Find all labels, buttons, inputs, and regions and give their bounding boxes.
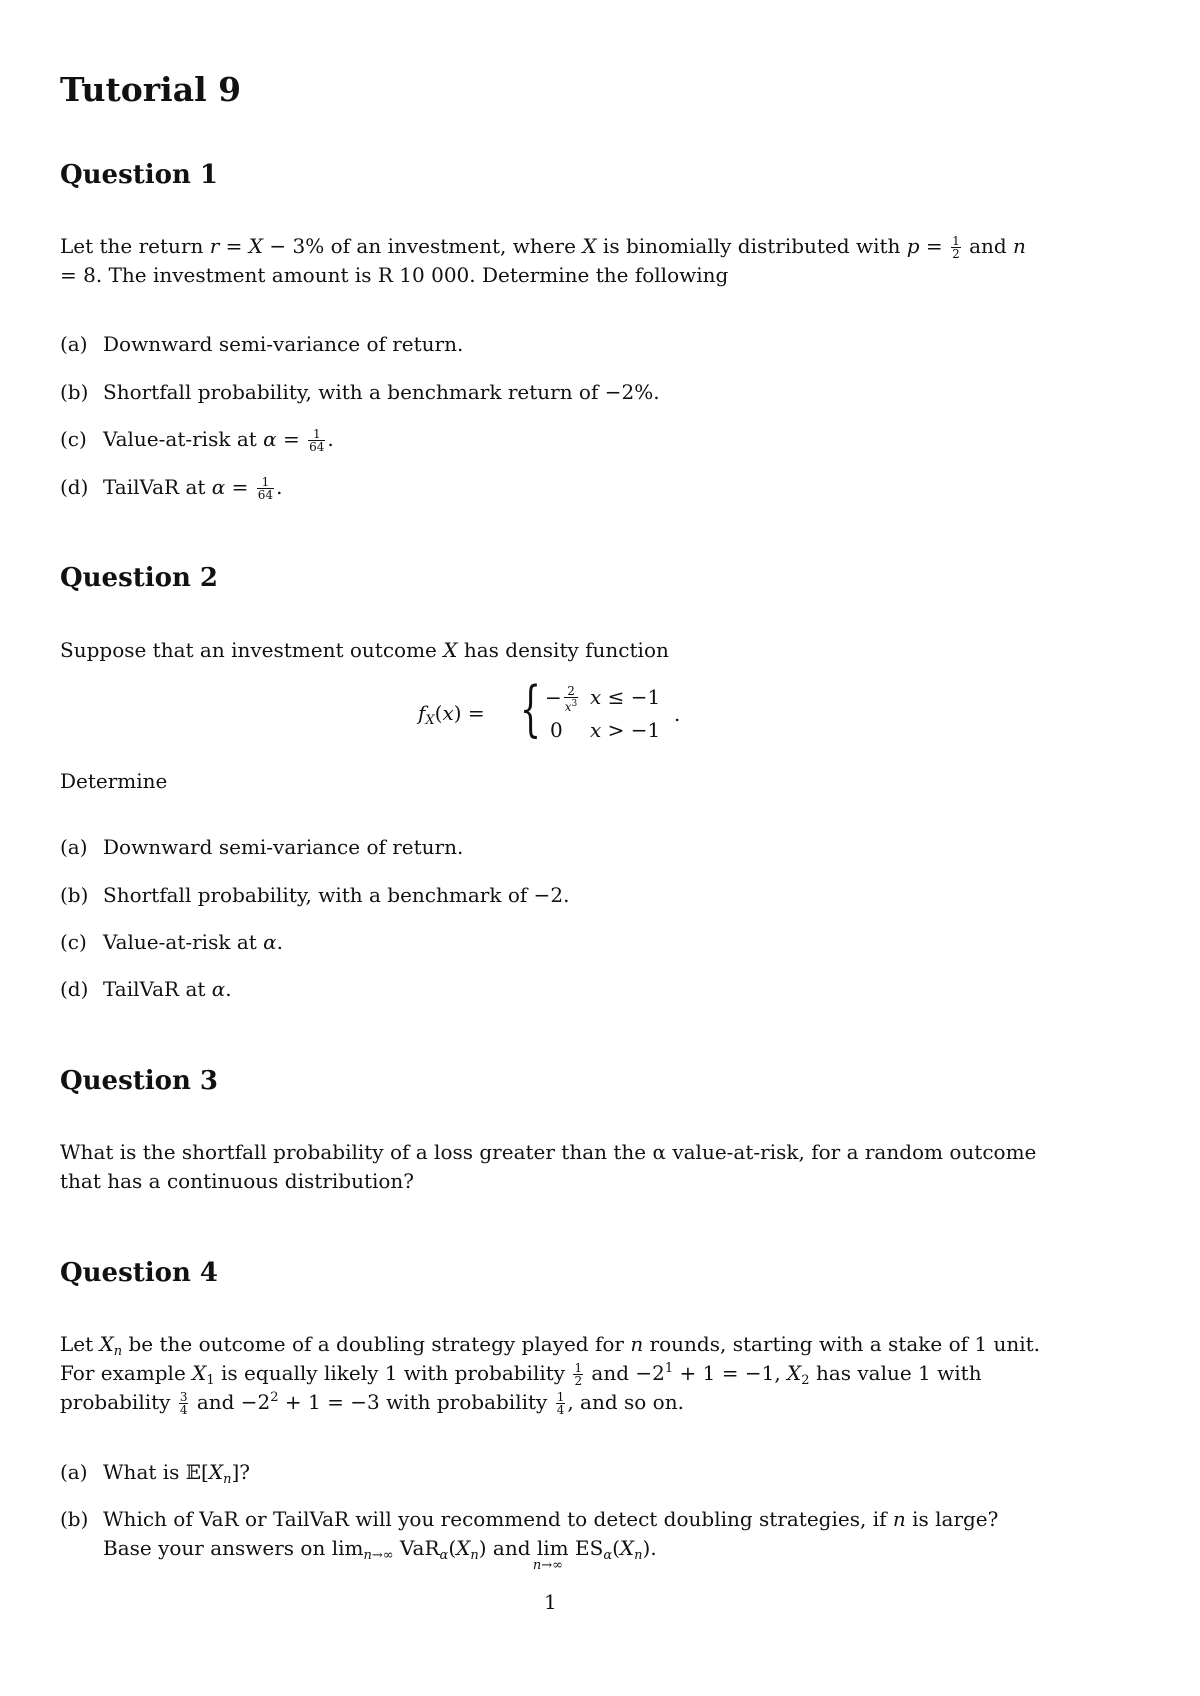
question-3-text: What is the shortfall probability of a loss greater than the α value-at-risk, for a random outcome that has a continuous distribution? xyxy=(60,1140,1037,1193)
question-2-item-b: (b) Shortfall probability, with a benchmark of −2. xyxy=(60,883,570,907)
question-2-intro: Suppose that an investment outcome X has density function xyxy=(60,638,669,662)
question-1-item-c: (c) Value-at-risk at α = $\frac{1}{64}$ . xyxy=(60,427,334,454)
question-2-item-c: (c) Value-at-risk at α. xyxy=(60,930,284,954)
question-4-intro: Let $X_n$ be the outcome of a doubling strategy played for n rounds, starting with a stake of 1 unit. For example $X_1$ is equally likely 1 with probability $\frac{1}{2}$ and $-2^1 + 1 = -1$, $X_2$ has value 1 with probability $\frac{3}{4}$ and $-2^2 + 1 = -3$ with probability $\frac{1}{4}$ , and so on. xyxy=(60,1332,1041,1417)
question-1-item-a: (a) Downward semi-variance of return. xyxy=(60,332,464,356)
question-1-intro: Let the return r = X − 3% of an investment, where X is binomially distributed with p = $\frac{1}{2}$ and n = 8. The investment amount is R 10 000. Determine the following xyxy=(60,234,1026,287)
question-1-item-d: (d) TailVaR at α = $\frac{1}{64}$ . xyxy=(60,475,283,502)
question-2-heading: Question 2 xyxy=(60,563,219,593)
document-page: Tutorial 9 Question 1 Let the return r = X − 3% of an investment, where X is binomially distributed with p = $\frac{1}{2}$ and n = 8. The investment amount is R 10 000. Determine the following (a) Downward semi-variance of return. (b) Shortfall probability, with a benchmark return of −2%. (c) Value-at-risk at α = $\frac{1}{64}$ . (d) TailVaR at α = $\frac{1}{64}$ . Question 2 Suppose that an investment outcome X has density function $f_X(x)$ = { − $\frac{2}{x^3}$ 0 x ≤ −1 x > −1 . Determine (a) Downward semi-variance of return. (b) Shortfall probability, with a benchmark of −2. (c) Value-at-risk at α. (d) TailVaR at α. Question 3 What is the shortfall probability of a loss greater than the α value-at-risk, for a random outcome that has a continuous distribution? Question 4 Let $X_n$ be the outcome of a doubling strategy played for n rounds, starting with a stake of 1 unit. For example $X_1$ is equally likely 1 with probability $\frac{1}{2}$ and $-2^1 + 1 = -1$, $X_2$ has value 1 with probability $\frac{3}{4}$ and $-2^2 + 1 = -3$ with probability $\frac{1}{4}$ , and so on. (a) What is $𝔼[X_n]$? (b) Which of VaR or TailVaR will you recommend to detect doubling strategies, if n is large? Base your answers on $\lim_{n\to\infty} VaR_\alpha(X_n)$ and lim n→∞ $ES_\alpha(X_n)$. 1 xyxy=(0,0,1200,1696)
question-2-item-d: (d) TailVaR at α. xyxy=(60,977,232,1001)
question-2-determine: Determine xyxy=(60,769,168,793)
page-number: 1 xyxy=(544,1590,557,1614)
question-3-heading: Question 3 xyxy=(60,1066,219,1096)
question-4-item-a: (a) What is $𝔼[X_n]$? xyxy=(60,1460,250,1487)
question-4-heading: Question 4 xyxy=(60,1258,219,1288)
page-title: Tutorial 9 xyxy=(60,70,242,109)
question-4-item-b-line2: Base your answers on $\lim_{n\to\infty} VaR_\alpha(X_n)$ and lim n→∞ $ES_\alpha(X_n)$. xyxy=(103,1536,657,1573)
question-1-item-b: (b) Shortfall probability, with a benchmark return of −2%. xyxy=(60,380,660,404)
question-2-item-a: (a) Downward semi-variance of return. xyxy=(60,835,464,859)
question-4-item-b: (b) Which of VaR or TailVaR will you recommend to detect doubling strategies, if n is large? xyxy=(60,1507,999,1531)
question-1-heading: Question 1 xyxy=(60,160,219,190)
